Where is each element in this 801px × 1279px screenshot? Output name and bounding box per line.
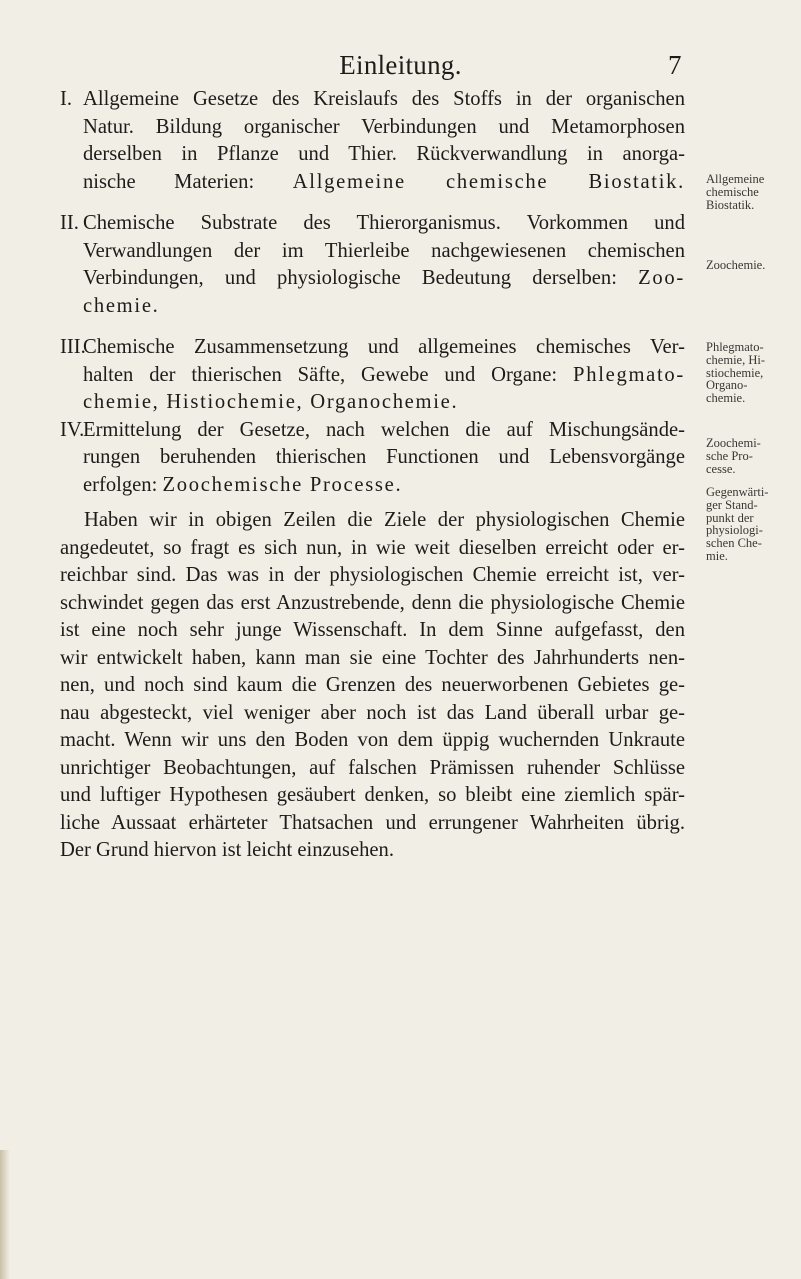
margin-line: chemie, Hi-: [706, 352, 766, 367]
margin-line: stiochemie,: [706, 365, 764, 380]
margin-line: ger Stand-: [706, 497, 758, 512]
text-line: angedeutet, so fragt es sich nun, in wie weit dieselben erreicht oder er-: [60, 536, 685, 559]
margin-line: chemie.: [706, 391, 746, 406]
text-span: nische Materien:: [83, 170, 293, 193]
text-line: Natur. Bildung organischer Verbindungen und Metamorphosen: [83, 115, 685, 138]
text-line: derselben in Pflanze und Thier. Rückverwandlung in anorga-: [83, 143, 685, 165]
spaced-term: Allgemeine chemische Biostatik.: [292, 170, 685, 193]
margin-note-biostatik: [706, 173, 801, 211]
text-line: [60, 169, 685, 197]
text-line: [60, 86, 685, 114]
text-line: rungen beruhenden thierischen Functionen und Lebensvorgänge: [83, 446, 685, 468]
text-line: Der Grund hiervon ist leicht einzusehen.: [60, 839, 394, 861]
margin-line: Zoochemi-: [706, 436, 761, 450]
text-line: [60, 417, 685, 445]
margin-line: punkt der: [706, 510, 754, 525]
text-line: [60, 472, 685, 500]
spaced-term: Phlegmato-: [573, 363, 685, 386]
text-line: schwindet gegen das erst Anzustrebende, denn die physiologische Chemie: [60, 591, 685, 614]
text-line: Haben wir in obigen Zeilen die Ziele der physiologischen Chemie: [84, 509, 685, 531]
section-number: IV.: [60, 418, 85, 441]
margin-line: cesse.: [706, 461, 736, 476]
section-3: [60, 334, 685, 417]
text-line: [60, 362, 685, 390]
text-line: wir entwickelt haben, kann man sie eine Tochter des Jahrhunderts nen-: [60, 646, 685, 669]
spaced-term: Zoo-: [638, 267, 685, 289]
text-span: erfolgen:: [83, 473, 163, 496]
margin-line: Zoochemie.: [706, 258, 766, 272]
section-4: [60, 417, 685, 500]
margin-note-standpunkt: [706, 486, 801, 563]
margin-note-zoochemie: [706, 259, 801, 272]
margin-note-phlegmatochemie: [706, 341, 801, 405]
text-span: Ermittelung der Gesetze, nach welchen die auf Mischungsände-: [83, 418, 685, 441]
margin-line: physiologi-: [706, 523, 763, 538]
spaced-term: chemie, Histiochemie, Organochemie.: [83, 391, 459, 413]
running-head-title: Einleitung.: [339, 50, 462, 80]
text-line: [60, 210, 685, 238]
spaced-term: chemie.: [83, 294, 160, 317]
text-line: Verwandlungen der im Thierleibe nachgewiesenen chemischen: [83, 239, 685, 262]
section-number: II.: [60, 212, 79, 234]
margin-line: Organo-: [706, 378, 748, 393]
text-span: Chemische Substrate des Thierorganismus. Vorkommen und: [83, 212, 685, 234]
text-line: ist eine noch sehr junge Wissenschaft. In dem Sinne aufgefasst, den: [60, 619, 685, 641]
main-text: [60, 86, 685, 865]
margin-note-zoochemische-processe: [706, 437, 801, 475]
text-span: Chemische Zusammensetzung und allgemeines chemisches Ver-: [83, 336, 685, 358]
text-span: Allgemeine Gesetze des Kreislaufs des Stoffs in der organischen: [83, 88, 685, 110]
text-line: nen, und noch sind kaum die Grenzen des neuerworbenen Gebietes ge-: [60, 674, 685, 696]
text-line: macht. Wenn wir uns den Boden von dem üppig wuchernden Unkraute: [60, 729, 685, 751]
text-line: und luftiger Hypothesen gesäubert denken, so bleibt eine ziemlich spär-: [60, 784, 685, 806]
margin-line: Phlegmato-: [706, 340, 764, 354]
scan-edge-shadow: [0, 1150, 10, 1279]
text-line: liche Aussaat erhärteter Thatsachen und errungener Wahrheiten übrig.: [60, 811, 685, 834]
text-line: nau abgesteckt, viel weniger aber noch ist das Land überall urbar ge-: [60, 701, 685, 724]
body-paragraph: [60, 507, 685, 865]
section-number: I.: [60, 88, 73, 110]
text-line: reichbar sind. Das was in der physiologischen Chemie erreicht ist, ver-: [60, 564, 685, 586]
margin-line: Biostatik.: [706, 197, 755, 212]
section-number: III.: [60, 336, 86, 358]
margin-line: mie.: [706, 548, 728, 563]
section-1: [60, 86, 685, 196]
margin-line: schen Che-: [706, 536, 762, 551]
margin-line: chemische: [706, 184, 759, 199]
text-span: Verbindungen, und physiologische Bedeutung derselben:: [83, 267, 639, 289]
page-number: 7: [668, 50, 682, 80]
text-line: [60, 334, 685, 362]
section-2: [60, 210, 685, 320]
margin-line: sche Pro-: [706, 448, 753, 463]
margin-line: Gegenwärti-: [706, 485, 769, 499]
spaced-term: Zoochemische Processe.: [162, 473, 403, 496]
text-line: [60, 265, 685, 293]
text-span: halten der thierischen Säfte, Gewebe und Organe:: [83, 363, 574, 386]
text-line: unrichtiger Beobachtungen, auf falschen Prämissen ruhender Schlüsse: [60, 756, 685, 779]
margin-line: Allgemeine: [706, 172, 765, 186]
